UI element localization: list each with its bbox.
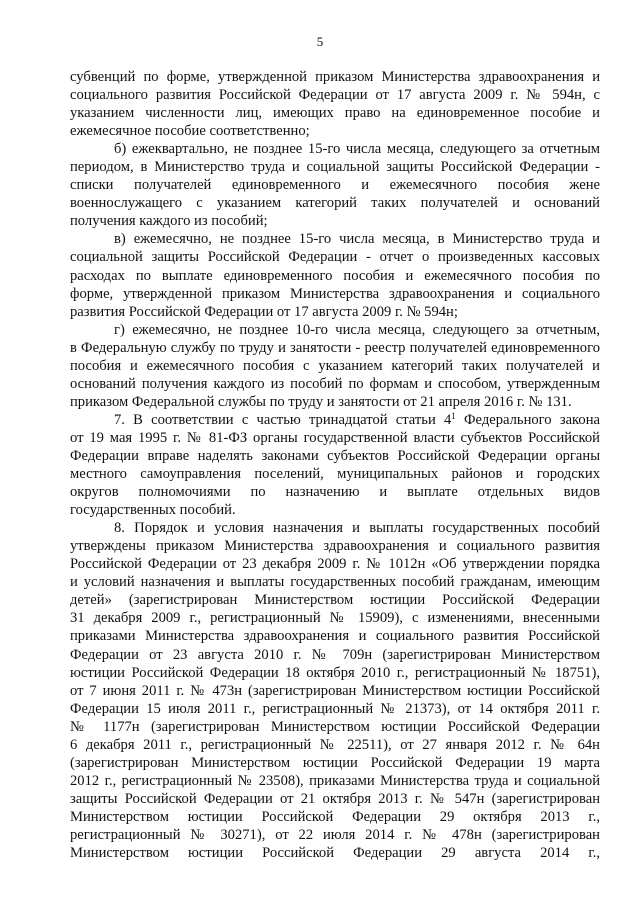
text-line bbox=[70, 176, 600, 194]
text-line bbox=[70, 501, 600, 519]
text-line-content: местного самоуправления поселений, муниципальных районов и городских bbox=[70, 466, 600, 483]
text-line-content: 6 декабря 2011 г., регистрационный № 22511), от 27 января 2012 г. № 64н bbox=[70, 736, 600, 753]
text-line bbox=[70, 627, 600, 645]
text-line bbox=[70, 393, 600, 411]
text-line bbox=[70, 718, 600, 736]
text-line-content: развития Российской Федерации от 17 августа 2009 г. № 594н; bbox=[70, 303, 458, 320]
text-line bbox=[70, 357, 600, 375]
text-line-content: округов полномочиями по назначению и выплате отдельных видов bbox=[70, 484, 600, 501]
text-line bbox=[70, 664, 600, 682]
text-line bbox=[70, 104, 600, 122]
text-line bbox=[70, 212, 600, 230]
text-line bbox=[70, 736, 600, 754]
document-body bbox=[70, 68, 600, 862]
text-line-content: Российской Федерации от 23 декабря 2009 г. № 1012н «Об утверждении порядка bbox=[70, 556, 600, 573]
text-line bbox=[70, 790, 600, 808]
text-line bbox=[70, 646, 600, 664]
text-line bbox=[70, 285, 600, 303]
text-line bbox=[70, 519, 600, 537]
text-line bbox=[70, 339, 600, 357]
text-line-content: в Федеральную службу по труду и занятости - реестр получателей единовременного bbox=[70, 339, 600, 356]
text-line-content: Министерством юстиции Российской Федерации 29 октября 2013 г., bbox=[70, 808, 600, 825]
text-line bbox=[70, 429, 600, 447]
text-line-content: Федерации 15 июля 2011 г., регистрационный № 21373), от 14 октября 2011 г. bbox=[70, 700, 600, 717]
text-line bbox=[70, 122, 600, 140]
text-line bbox=[70, 465, 600, 483]
text-line-content: приказами Министерства здравоохранения и социального развития Российской bbox=[70, 628, 600, 645]
text-line-content: г) ежемесячно, не позднее 10-го числа месяца, следующего за отчетным, bbox=[114, 321, 600, 338]
text-line-content: и условий назначения и выплаты государственных пособий гражданам, имеющим bbox=[70, 574, 600, 591]
text-line bbox=[70, 808, 600, 826]
text-line-content: периодом, в Министерство труда и социальной защиты Российской Федерации - bbox=[70, 159, 600, 176]
text-line-content: форме, утвержденной приказом Министерства здравоохранения и социального bbox=[70, 285, 600, 302]
text-line-content: (зарегистрирован Министерством юстиции Российской Федерации 19 марта bbox=[70, 754, 600, 771]
text-line bbox=[70, 537, 600, 555]
text-line-content: Федерации от 23 августа 2010 г. № 709н (зарегистрирован Министерством bbox=[70, 646, 600, 663]
text-line-content: пособия и ежемесячного пособия с указанием категорий таких получателей и bbox=[70, 357, 600, 374]
text-line bbox=[70, 86, 600, 104]
text-line bbox=[70, 483, 600, 501]
text-line bbox=[70, 411, 600, 429]
text-line-content: субвенций по форме, утвержденной приказом Министерства здравоохранения и bbox=[70, 69, 600, 85]
text-line bbox=[70, 555, 600, 573]
text-line bbox=[70, 447, 600, 465]
text-line-content: получения каждого из пособий; bbox=[70, 213, 268, 230]
text-line-content: юстиции Российской Федерации 18 октября 2010 г., регистрационный № 18751), bbox=[70, 664, 600, 681]
text-line-content: социального развития Российской Федерации от 17 августа 2009 г. № 594н, с bbox=[70, 87, 600, 104]
text-line-content: от 19 мая 1995 г. № 81-ФЗ органы государственной власти субъектов Российской bbox=[70, 429, 600, 446]
text-line bbox=[70, 591, 600, 609]
text-line bbox=[70, 682, 600, 700]
text-line-content: защиты Российской Федерации от 21 октября 2013 г. № 547н (зарегистрирован bbox=[70, 790, 600, 807]
text-line bbox=[70, 844, 600, 862]
text-line-content: Министерством юстиции Российской Федерации 29 августа 2014 г., bbox=[70, 845, 600, 862]
text-line-content: указанием численности лиц, имеющих право на единовременное пособие и bbox=[70, 105, 600, 122]
text-line-content: 2012 г., регистрационный № 23508), приказами Министерства труда и социальной bbox=[70, 772, 600, 789]
text-line bbox=[70, 140, 600, 158]
text-line bbox=[70, 68, 600, 86]
superscript: 1 bbox=[451, 410, 456, 421]
text-line bbox=[70, 573, 600, 591]
text-line-content: № 1177н (зарегистрирован Министерством юстиции Российской Федерации bbox=[70, 718, 600, 735]
text-line-content: военнослужащего с указанием категорий таких получателей и оснований bbox=[70, 195, 600, 212]
text-line-content: приказом Федеральной службы по труду и занятости от 21 апреля 2016 г. № 131. bbox=[70, 393, 572, 410]
text-line-content: б) ежеквартально, не позднее 15-го числа месяца, следующего за отчетным bbox=[114, 141, 600, 158]
text-line-content: государственных пособий. bbox=[70, 502, 236, 519]
text-line bbox=[70, 230, 600, 248]
text-line bbox=[70, 248, 600, 266]
text-line-content: регистрационный № 30271), от 22 июля 2014 г. № 478н (зарегистрирован bbox=[70, 826, 600, 843]
text-line bbox=[70, 267, 600, 285]
text-line bbox=[70, 375, 600, 393]
text-line-content: 7. В соответствии с частью тринадцатой статьи 4 bbox=[114, 411, 452, 428]
text-line bbox=[70, 194, 600, 212]
text-line-content: 8. Порядок и условия назначения и выплаты государственных пособий bbox=[114, 520, 600, 537]
text-line-content: списки получателей единовременного и ежемесячного пособия жене bbox=[70, 177, 600, 194]
text-line bbox=[70, 700, 600, 718]
text-line bbox=[70, 754, 600, 772]
text-line-content: оснований получения каждого из пособий по формам и способом, утвержденным bbox=[70, 375, 600, 392]
text-line bbox=[70, 826, 600, 844]
page-number: 5 bbox=[316, 34, 324, 49]
text-line-content: ежемесячное пособие соответственно; bbox=[70, 123, 310, 140]
text-line-content: социальной защиты Российской Федерации - отчет о произведенных кассовых bbox=[70, 249, 600, 266]
text-line-content: Федерации вправе наделять законами субъектов Российской Федерации органы bbox=[70, 447, 600, 464]
text-line bbox=[70, 772, 600, 790]
text-line-content: от 7 июня 2011 г. № 473н (зарегистрирован Министерством юстиции Российской bbox=[70, 682, 600, 699]
text-line-content: 31 декабря 2009 г., регистрационный № 15909), с изменениями, внесенными bbox=[70, 610, 600, 627]
text-line-content: детей» (зарегистрирован Министерством юстиции Российской Федерации bbox=[70, 592, 600, 609]
text-line-content: Федерального закона bbox=[455, 411, 600, 428]
text-line bbox=[70, 609, 600, 627]
text-line bbox=[70, 158, 600, 176]
text-line-content: расходах по выплате единовременного пособия и ежемесячного пособия по bbox=[70, 267, 600, 284]
text-line bbox=[70, 321, 600, 339]
text-line-content: утверждены приказом Министерства здравоохранения и социального развития bbox=[70, 538, 600, 555]
text-line bbox=[70, 303, 600, 321]
text-line-content: в) ежемесячно, не позднее 15-го числа месяца, в Министерство труда и bbox=[114, 231, 600, 248]
